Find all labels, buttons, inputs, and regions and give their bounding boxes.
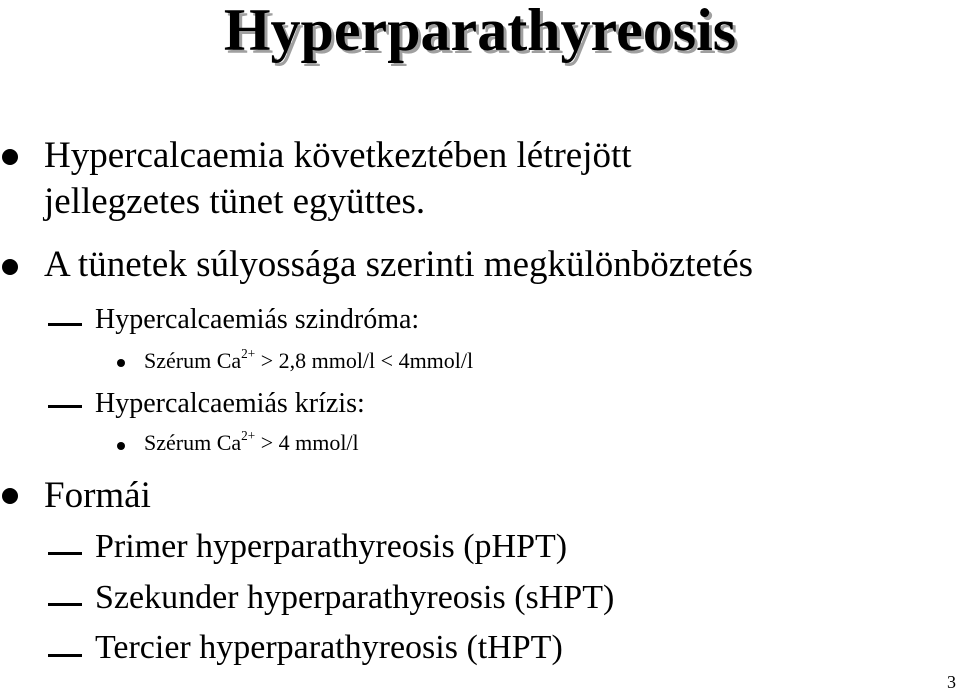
syndrome-heading: Hypercalcaemiás szindróma: xyxy=(95,304,420,335)
form-item-primary: Primer hyperparathyreosis (pHPT) xyxy=(95,528,568,565)
syndrome-detail-prefix: Szérum Ca xyxy=(144,348,242,373)
crisis-detail-suffix: > 4 mmol/l xyxy=(255,430,359,455)
dash-icon xyxy=(48,654,82,657)
form-item-tertiary: Tercier hyperparathyreosis (tHPT) xyxy=(95,629,563,666)
dash-icon xyxy=(48,603,82,606)
crisis-detail-superscript: 2+ xyxy=(241,428,256,444)
slide-title: Hyperparathyreosis xyxy=(223,0,737,63)
small-bullet-icon xyxy=(117,442,125,450)
bullet-text-forms: Formái xyxy=(44,475,151,516)
crisis-heading: Hypercalcaemiás krízis: xyxy=(95,388,365,419)
crisis-detail-prefix: Szérum Ca xyxy=(144,430,242,455)
form-item-secondary: Szekunder hyperparathyreosis (sHPT) xyxy=(95,579,615,616)
bullet-dot-icon xyxy=(2,259,18,275)
dash-icon xyxy=(48,552,82,555)
dash-icon xyxy=(48,405,82,408)
bullet-text-severity: A tünetek súlyossága szerinti megkülönböztetés xyxy=(44,244,754,285)
crisis-detail xyxy=(144,430,359,456)
bullet-dot-icon xyxy=(2,149,18,165)
page-number: 3 xyxy=(947,672,956,692)
bullet-text-definition-line1: Hypercalcaemia következtében létrejött xyxy=(44,135,632,176)
syndrome-detail-superscript: 2+ xyxy=(241,346,256,362)
syndrome-detail-suffix: > 2,8 mmol/l < 4mmol/l xyxy=(255,348,474,373)
small-bullet-icon xyxy=(117,359,125,367)
bullet-dot-icon xyxy=(2,488,18,504)
bullet-text-definition-line2: jellegzetes tünet együttes. xyxy=(44,181,426,222)
dash-icon xyxy=(48,323,82,326)
syndrome-detail xyxy=(144,348,473,374)
